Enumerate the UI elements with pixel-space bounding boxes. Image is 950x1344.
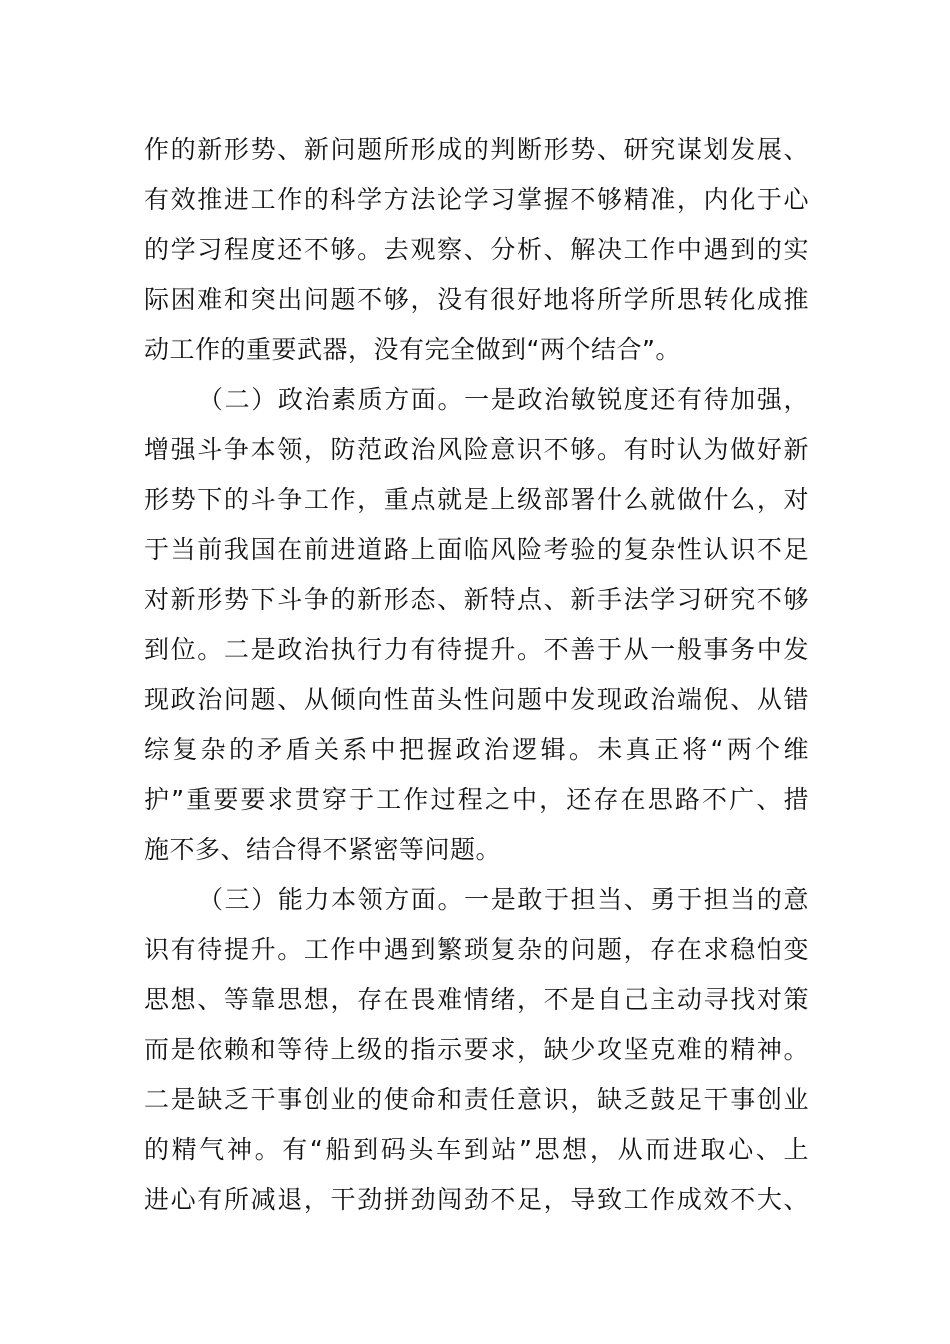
text-line: 形势下的斗争工作，重点就是上级部署什么就做什么，对 [144, 485, 809, 514]
document-body [144, 125, 809, 1225]
text-line: 现政治问题、从倾向性苗头性问题中发现政治端倪、从错 [144, 685, 809, 714]
text-line: 进心有所减退，干劲拼劲闯劲不足，导致工作成效不大、 [144, 1185, 809, 1214]
text-line: 作的新形势、新问题所形成的判断形势、研究谋划发展、 [144, 135, 809, 164]
text-line: 的精气神。有“船到码头车到站”思想，从而进取心、上 [144, 1135, 809, 1164]
paragraph-end-line: 动工作的重要武器，没有完全做到“两个结合”。 [144, 335, 681, 364]
text-line: 而是依赖和等待上级的指示要求，缺少攻坚克难的精神。 [144, 1035, 809, 1064]
paragraph-end-line: 施不多、结合得不紧密等问题。 [144, 835, 502, 864]
text-line: 二是缺乏干事创业的使命和责任意识，缺乏鼓足干事创业 [144, 1085, 809, 1114]
text-line: 于当前我国在前进道路上面临风险考验的复杂性认识不足 [144, 535, 809, 564]
text-line: 际困难和突出问题不够，没有很好地将所学所思转化成推 [144, 285, 809, 314]
text-line: 综复杂的矛盾关系中把握政治逻辑。未真正将“两个维 [144, 735, 809, 764]
text-line: 对新形势下斗争的新形态、新特点、新手法学习研究不够 [144, 585, 809, 614]
text-line: 增强斗争本领，防范政治风险意识不够。有时认为做好新 [144, 435, 809, 464]
text-line: 到位。二是政治执行力有待提升。不善于从一般事务中发 [144, 635, 809, 664]
text-line: 思想、等靠思想，存在畏难情绪，不是自己主动寻找对策 [144, 985, 809, 1014]
section-heading-line: （三）能力本领方面。一是敢于担当、勇于担当的意 [198, 885, 809, 914]
section-heading-line: （二）政治素质方面。一是政治敏锐度还有待加强， [198, 385, 809, 414]
text-line: 识有待提升。工作中遇到繁琐复杂的问题，存在求稳怕变 [144, 935, 809, 964]
text-line: 的学习程度还不够。去观察、分析、解决工作中遇到的实 [144, 235, 809, 264]
text-line: 护”重要要求贯穿于工作过程之中，还存在思路不广、措 [144, 785, 809, 814]
text-line: 有效推进工作的科学方法论学习掌握不够精准，内化于心 [144, 185, 809, 214]
